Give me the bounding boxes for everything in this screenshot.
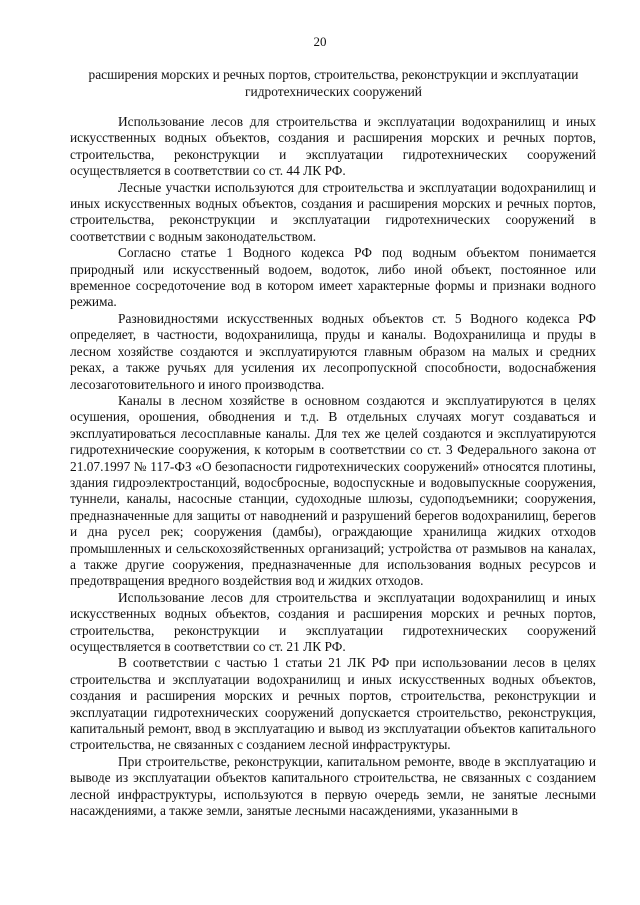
paragraph: Согласно статье 1 Водного кодекса РФ под водным объектом понимается природный или искусственный водоем, водоток, либо иной объект, постоянное или временное сосредоточение вод в котором имеет характерные формы и признаки водного режима. (70, 245, 596, 310)
paragraph: В соответствии с частью 1 статьи 21 ЛК РФ при использовании лесов в целях строительства и эксплуатации водохранилищ и иных искусственных водных объектов, создания и расширения морских и речных портов, строительства, реконструкции и эксплуатации гидротехнических сооружений допускается строительство, реконструкция, капитальный ремонт, ввод в эксплуатацию и вывод из эксплуатации объектов капитального строительства, не связанных с созданием лесной инфраструктуры. (70, 655, 596, 753)
paragraph: Использование лесов для строительства и эксплуатации водохранилищ и иных искусственных водных объектов, создания и расширения морских и речных портов, строительства, реконструкции и эксплуатации гидротехнических сооружений осуществляется в соответствии со ст. 44 ЛК РФ. (70, 114, 596, 179)
paragraph: Разновидностями искусственных водных объектов ст. 5 Водного кодекса РФ определяет, в частности, водохранилища, пруды и каналы. Водохранилища и пруды в лесном хозяйстве создаются и эксплуатируются главным образом на малых и средних реках, а также ручьях для усиления их лесопропускной способности, водоснабжения лесозаготовительного и иного производства. (70, 310, 596, 392)
page-number: 20 (313, 34, 327, 49)
paragraph: Использование лесов для строительства и эксплуатации водохранилищ и иных искусственных водных объектов, создания и расширения морских и речных портов, строительства, реконструкции и эксплуатации гидротехнических сооружений осуществляется в соответствии со ст. 21 ЛК РФ. (70, 589, 596, 654)
section-heading (72, 67, 595, 100)
paragraph: При строительстве, реконструкции, капитальном ремонте, вводе в эксплуатацию и выводе из эксплуатации объектов капитального строительства, не связанных с созданием лесной инфраструктуры, используются в первую очередь земли, не занятые лесными насаждениями, а также земли, занятые лесными насаждениями, указанными в (70, 753, 596, 819)
paragraph: Лесные участки используются для строительства и эксплуатации водохранилищ и иных искусственных водных объектов, создания и расширения морских и речных портов, строительства, реконструкции и эксплуатации гидротехнических сооружений в соответствии с водным законодательством. (70, 179, 596, 244)
body-text (70, 114, 596, 819)
section-heading-line-2: гидротехнических сооружений (245, 83, 422, 99)
paragraph: Каналы в лесном хозяйстве в основном создаются и эксплуатируются в целях осушения, орошения, обводнения и т.д. В отдельных случаях могут создаваться и эксплуатироваться лесосплавные каналы. Для тех же целей создаются и эксплуатируются гидротехнические сооружения, к которым в соответствии со ст. 3 Федерального закона от 21.07.1997 № 117-ФЗ «О безопасности гидротехнических сооружений» относятся плотины, здания гидроэлектростанций, водосбросные, водоспускные и водовыпускные сооружения, туннели, каналы, насосные станции, судоходные шлюзы, судоподъемники; сооружения, предназначенные для защиты от наводнений и разрушений берегов водохранилищ, берегов и дна русел рек; сооружения (дамбы), ограждающие хранилища жидких отходов промышленных и сельскохозяйственных организаций; устройства от размывов на каналах, а также другие сооружения, предназначенные для использования водных ресурсов и предотвращения вредного воздействия вод и жидких отходов. (70, 392, 596, 589)
section-heading-line-1: расширения морских и речных портов, строительства, реконструкции и эксплуатации (88, 67, 579, 82)
